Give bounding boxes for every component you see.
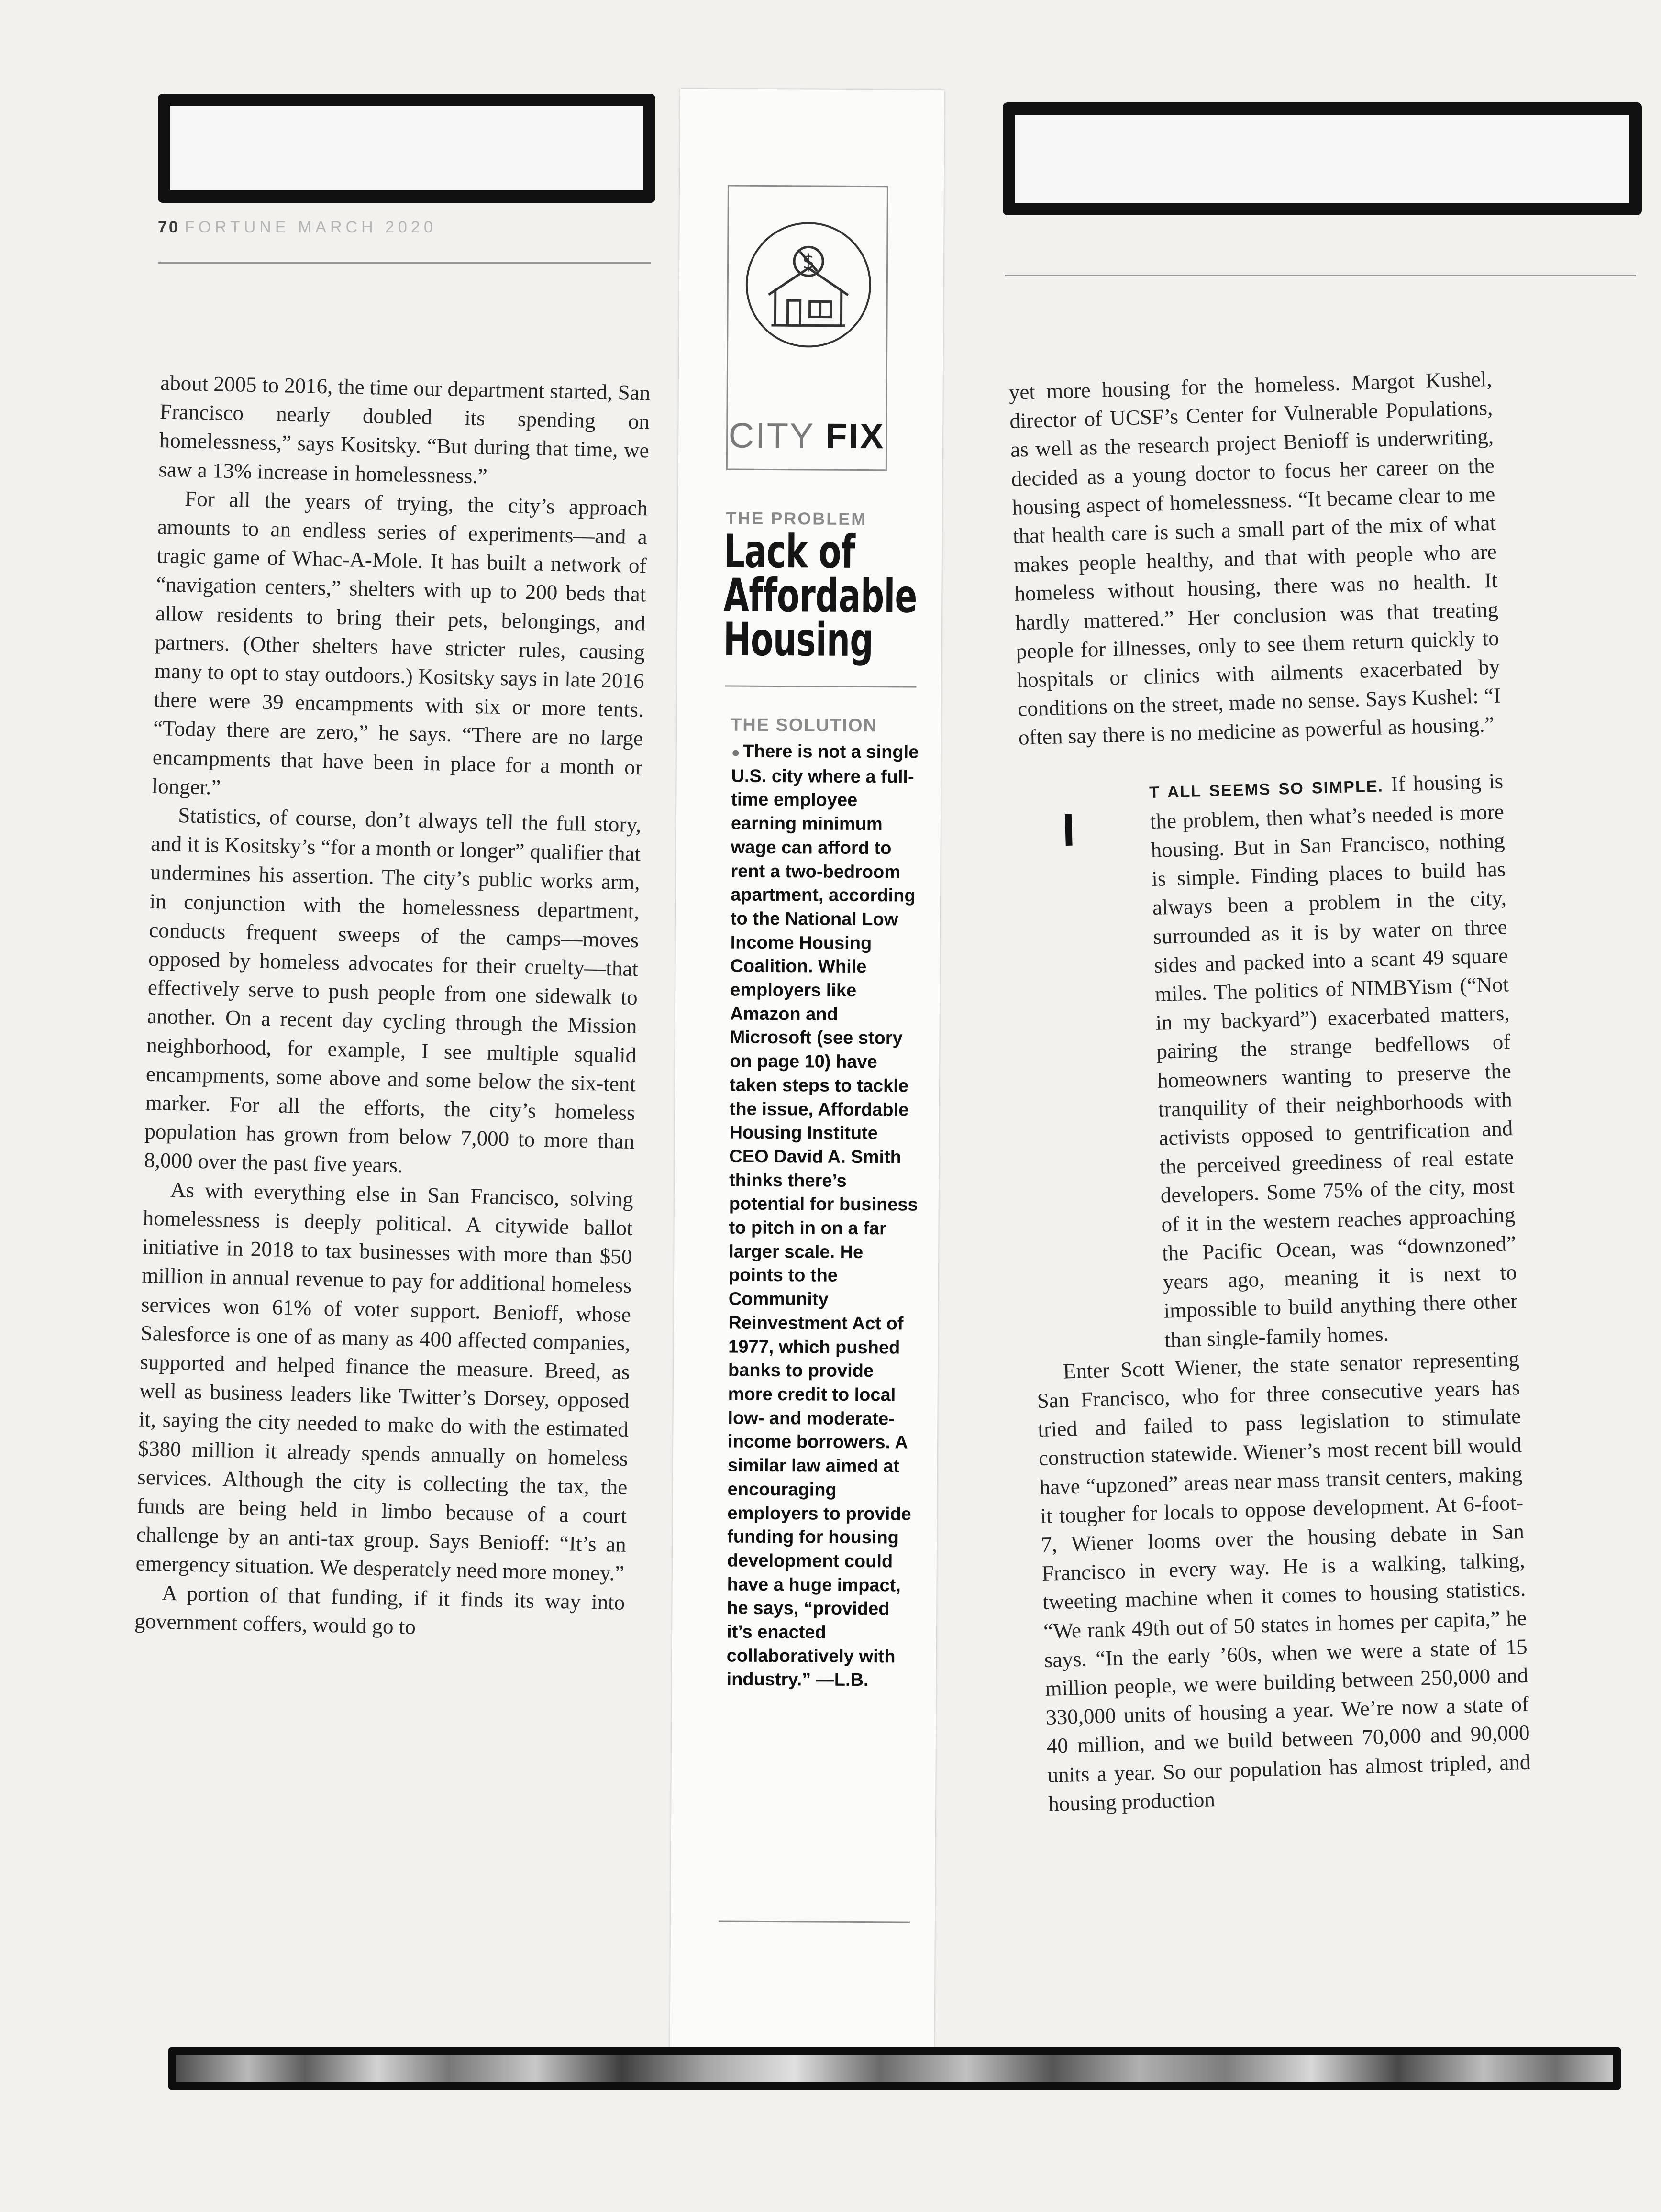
bullet-icon: ● xyxy=(731,744,740,761)
wordmark-city: CITY xyxy=(728,415,815,456)
publication-line: FORTUNE MARCH 2020 xyxy=(184,218,437,236)
lead-in: T ALL SEEMS SO SIMPLE. xyxy=(1149,777,1384,802)
city-fix-wordmark xyxy=(728,415,886,457)
article-column-right xyxy=(1008,365,1532,1818)
paragraph: about 2005 to 2016, the time our department started, San Francisco nearly doubled its spending on homelessness,” says Kositsky. “But during that time, we saw a 13% increase in homelessness.” xyxy=(158,370,651,488)
problem-label: THE PROBLEM xyxy=(726,508,867,529)
solution-label: THE SOLUTION xyxy=(730,715,878,736)
paragraph: Enter Scott Wiener, the state senator representing San Francisco, who for three consecutive years has tried and failed to pass legislation to stimulate construction statewide. Wiener’s most recent bill would have “upzoned” areas near mass transit centers, making it tougher for locals to oppose development. At 6-foot-7, Wiener looms over the housing debate in San Francisco in every way. He is a walking, talking, tweeting machine when it comes to housing statistics. “We rank 49th out of 50 states in homes per capita,” he says. “In the early ’60s, when we were a state of 15 million people, we were building between 250,000 and 330,000 units of housing a year. We’re now a state of 40 million, and we build between 70,000 and 90,000 units a year. So our population has almost tripled, and housing production xyxy=(1037,1346,1531,1816)
paragraph: Statistics, of course, don’t always tell the full story, and it is Kositsky’s “for a month or longer” qualifier that undermines his assertion. The city’s public works arm, in conjunction with the homelessness department, conducts frequent sweeps of the camps—moves opposed by homeless advocates for their cruelty—that effectively serve to push people from one sidewalk to another. On a recent day cycling through the Mission neighborhood, for example, I see multiple squalid encampments, some above and some below the six-tent marker. For all the efforts, the city’s homeless population has grown from below 7,000 to more than 8,000 over the past five years. xyxy=(144,803,642,1178)
redaction-box-left xyxy=(158,94,655,203)
page-folio xyxy=(158,218,437,237)
svg-text:$: $ xyxy=(802,250,815,274)
header-rule-left xyxy=(158,262,651,264)
paragraph: As with everything else in San Francisco, solving homelessness is deeply political. A citywide ballot initiative in 2018 to tax businesses with more than $50 million in annual revenue to pay for additional homeless services won 61% of voter support. Benioff, whose Salesforce is one of as many as 400 affected companies, supported and helped finance the measure. Breed, as well as business leaders like Twitter’s Dorsey, opposed it, saying the city needed to make do with the estimated $380 million it already spends annually on homeless services. Although the city is collecting the tax, the funds are being held in limbo because of a court challenge by an anti-tax group. Says Benioff: “It’s an emergency situation. We desperately need more money.” xyxy=(135,1177,634,1586)
redaction-box-right xyxy=(1003,102,1642,215)
section-opener xyxy=(1019,766,1518,1358)
paragraph: If housing is the problem, then what’s needed is more housing. But in San Francisco, nothing is simple. Finding places to build has always been a problem in the city, surrounded as it is by water on three sides and packed into a scant 49 square miles. The politics of NIMBYism (“Not in my backyard”) exacerbated matters, pairing the strange bedfellows of homeowners wanting to preserve the tranquility of their neighborhoods with activists opposed to gentrification and the perceived greediness of real estate developers. Some 75% of the city, most of it in the western reaches approaching the Pacific Ocean, was “downzoned” years ago, meaning it is next to impossible to build anything there other than single-family homes. xyxy=(1150,769,1518,1352)
city-fix-sidebar xyxy=(670,89,944,2057)
solution-body: There is not a single U.S. city where a full-time employee earning minimum wage can afford to rent a two-bedroom apartment, according to the National Low Income Housing Coalition. While employers like Amazon and Microsoft (see story on page 10) have taken steps to tackle the issue, Affordable Housing Institute CEO David A. Smith thinks there’s potential for business to pitch in on a far larger scale. He points to the Community Reinvestment Act of 1977, which pushed banks to provide more credit to local low- and moderate-income borrowers. A similar law aimed at encouraging employers to provide funding for housing development could have a huge impact, he says, “provided it’s enacted collaboratively with industry.” —L.B. xyxy=(726,741,919,1691)
house-dollar-icon xyxy=(745,222,871,348)
sidebar-divider xyxy=(725,686,916,688)
city-fix-logo xyxy=(726,185,888,471)
article-column-left xyxy=(134,368,651,1646)
paragraph: A portion of that funding, if it finds its way into government coffers, would go to xyxy=(134,1581,625,1639)
page-number: 70 xyxy=(158,218,180,236)
solution-text xyxy=(726,740,922,1693)
drop-cap: I xyxy=(1061,804,1076,856)
redacted-footer-bar xyxy=(168,2047,1621,2090)
header-rule-right xyxy=(1005,275,1636,276)
paragraph: yet more housing for the homeless. Margot Kushel, director of UCSF’s Center for Vulnerable Populations, as well as the research project Benioff is underwriting, decided as a young doctor to focus her career on the housing aspect of homelessness. “It became clear to me that health care is such a small part of the mix of what makes people healthy, and that with people who are homeless without housing, there was no health. It hardly mattered.” Her conclusion was that treating people for illnesses, only to see them return quickly to hospitals or clinics with ailments exacerbated by conditions on the street, made no sense. Says Kushel: “I often say there is no medicine as powerful as housing.” xyxy=(1008,366,1501,750)
problem-title: Lack of Affordable Housing xyxy=(723,524,917,667)
wordmark-fix: FIX xyxy=(825,416,885,456)
sidebar-bottom-rule xyxy=(719,1920,910,1923)
paragraph: For all the years of trying, the city’s approach amounts to an endless series of experiments—and a tragic game of Whac-A-Mole. It has built a network of “navigation centers,” shelters with up to 200 beds that allow residents to bring their pets, belongings, and partners. (Other shelters have stricter rules, causing many to opt to stay outdoors.) Kositsky says in late 2016 there were 39 encampments with six or more tents. “Today there are zero,” he says. “There are no large encampments that have been in place for a month or longer.” xyxy=(152,486,648,799)
